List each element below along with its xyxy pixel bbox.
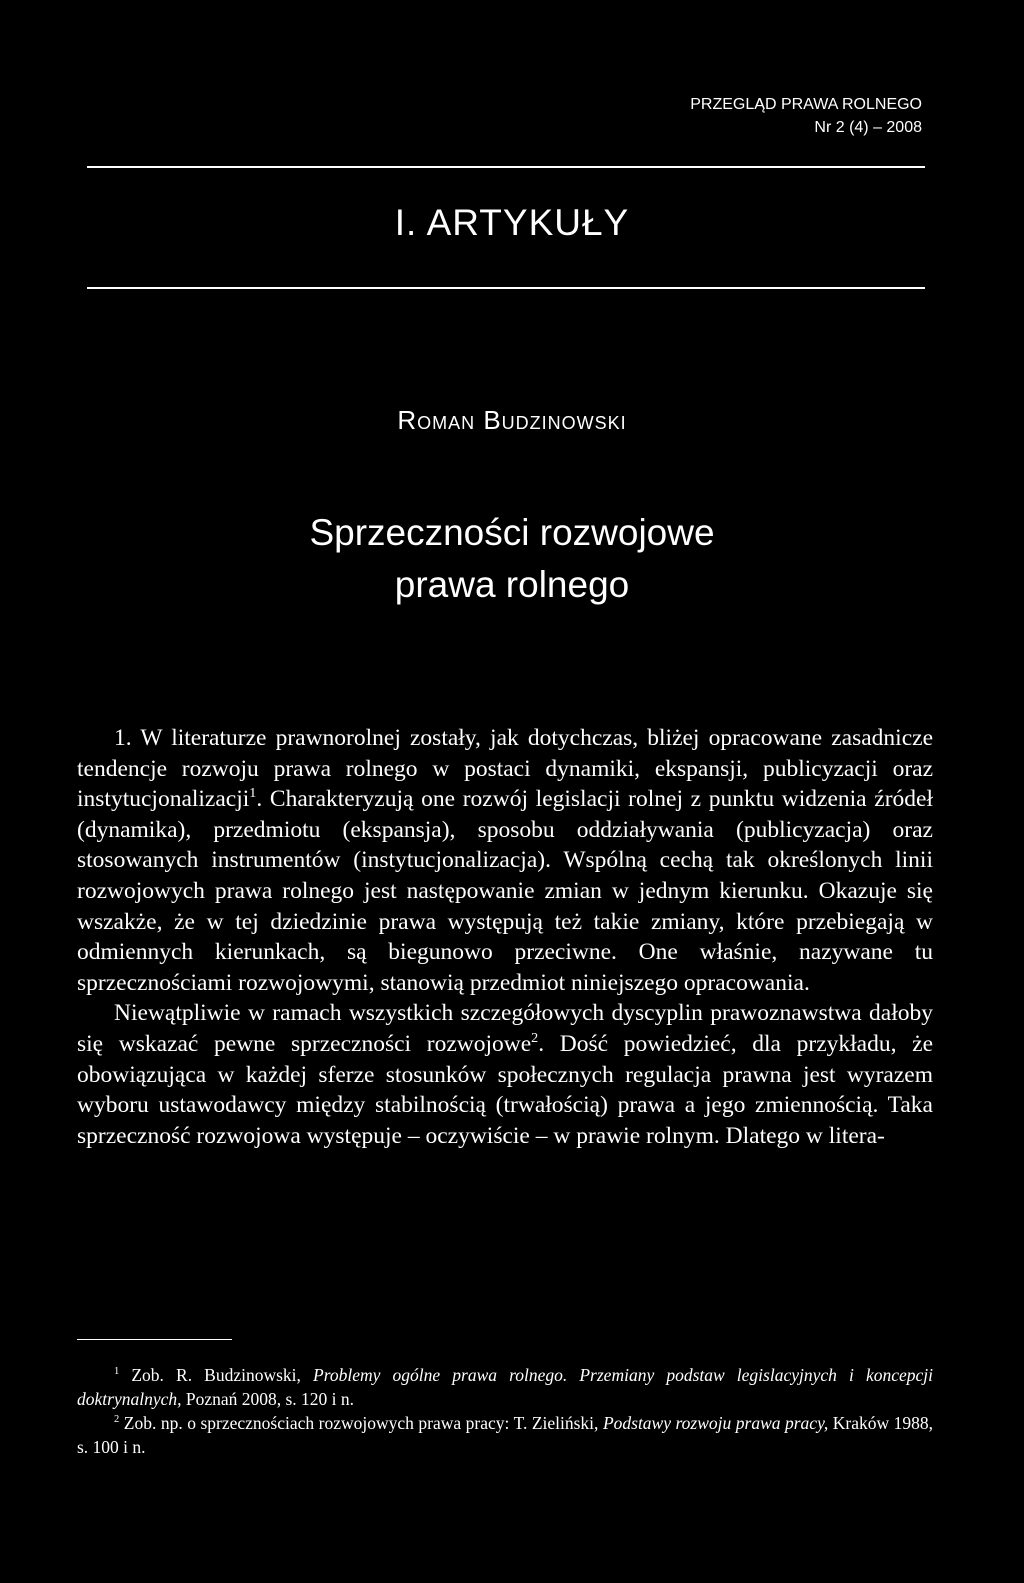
footnote-divider: [77, 1339, 232, 1340]
footnote-ref-1: 1: [249, 785, 257, 802]
footnote-2-text-a: Zob. np. o sprzecznościach rozwojowych prawa pracy: T. Zieliński,: [119, 1413, 603, 1433]
article-title-line2: prawa rolnego: [394, 564, 630, 605]
article-title-line1: Sprzeczności rozwojowe: [309, 512, 715, 553]
author-name: Roman Budzinowski: [397, 405, 627, 435]
article-body: [77, 723, 933, 1151]
footnote-2-number: 2: [114, 1414, 120, 1426]
section-rule: [87, 287, 925, 289]
footnote-2: [77, 1411, 933, 1459]
footnote-1-text-a: Zob. R. Budzinowski,: [119, 1365, 314, 1385]
journal-issue: Nr 2 (4) – 2008: [814, 119, 922, 136]
section-title: I. ARTYKUŁY: [394, 202, 630, 243]
paragraph-1-text-a: 1. W literaturze prawnorolnej zostały, jak dotychczas, bliżej opracowane zasadnicze tendencje rozwoju prawa rolnego w postaci dynamiki, ekspansji, publicyzacji oraz instytucjonalizacji: [77, 725, 933, 813]
footnote-2-book-title: Podstawy rozwoju prawa pracy,: [602, 1413, 829, 1433]
paragraph-2-text-a: Niewątpliwie w ramach wszystkich szczegółowych dyscyplin prawoznawstwa dałoby się wskazać pewne sprzeczności rozwojowe: [77, 1000, 933, 1057]
footnote-1-number: 1: [114, 1366, 120, 1378]
paragraph-2: [77, 998, 933, 1151]
footnote-2-text-b: Kraków 1988, s. 100 i n.: [77, 1413, 934, 1457]
footnote-1-book-title: Problemy ogólne prawa rolnego. Przemiany podstaw legislacyjnych i koncepcji doktrynalnych,: [77, 1365, 933, 1409]
paragraph-1-text-b: . Charakteryzują one rozwój legislacji rolnej z punktu widzenia źródeł (dynamika), przedmiotu (ekspansja), sposobu oddziaływania (publicyzacja) oraz stosowanych instrumentów (instytucjonalizacja). Wspólną cechą tak określonych linii rozwojowych prawa rolnego jest następowanie zmian w jednym kierunku. Okazuje się wszakże, że w tej dziedzinie prawa występują też takie zmiany, które przebiegają w odmiennych kierunkach, są biegunowo przeciwne. One właśnie, nazywane tu sprzecznościami rozwojowymi, stanowią przedmiot niniejszego opracowania.: [77, 786, 933, 996]
journal-name: PRZEGLĄD PRAWA ROLNEGO: [690, 96, 922, 113]
footnote-ref-2: 2: [531, 1030, 539, 1047]
footnotes: [77, 1363, 933, 1459]
footnote-1-text-b: Poznań 2008, s. 120 i n.: [181, 1389, 355, 1409]
paragraph-2-text-b: . Dość powiedzieć, dla przykładu, że obowiązująca w każdej sferze stosunków społecznych regulacja prawna jest wyrazem wyboru ustawodawcy między stabilnością (trwałością) prawa a jego zmiennością. Taka sprzeczność rozwojowa występuje – oczywiście – w prawie rolnym. Dlatego w litera-: [77, 1030, 933, 1149]
journal-header: [690, 93, 922, 139]
paragraph-1: [77, 723, 933, 998]
article-title: [0, 507, 1024, 611]
footnote-1: [77, 1363, 933, 1411]
top-rule: [87, 166, 925, 168]
